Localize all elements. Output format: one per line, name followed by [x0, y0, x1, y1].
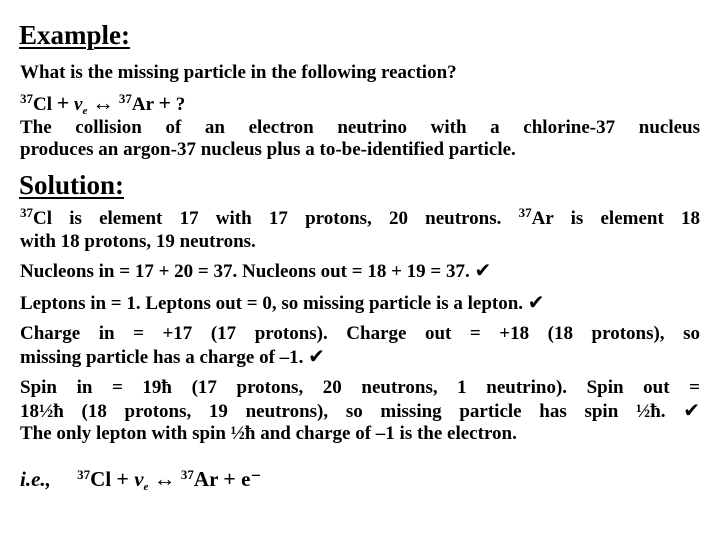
plus-sign-2: +: [223, 466, 236, 491]
check-icon: ✔: [527, 290, 545, 314]
solution-line-5: Charge in = +17 (17 protons). Charge out = +18 (18 protons), so: [20, 323, 700, 344]
example-description-2: produces an argon-37 nucleus plus a to-be-identified particle.: [20, 139, 516, 160]
check-icon: ✔: [308, 344, 325, 368]
plus-sign-2: +: [158, 90, 171, 115]
solution-line-8: 18½ħ (18 protons, 19 neutrons), so missing particle has spin ½ħ. ✔: [20, 398, 700, 422]
cl-symbol: Cl: [33, 94, 52, 115]
neutrino-symbol: ν: [134, 467, 144, 491]
ar-symbol: Ar: [193, 467, 219, 491]
electron-symbol: e⁻: [241, 467, 262, 491]
solution-line-9: The only lepton with spin ½ħ and charge of –1 is the electron.: [20, 423, 517, 444]
example-description-1: The collision of an electron neutrino with a chlorine-37 nucleus: [20, 117, 700, 138]
example-question: What is the missing particle in the following reaction?: [20, 62, 457, 83]
solution-heading: Solution:: [19, 170, 125, 200]
solution-line-6: missing particle has a charge of –1. ✔: [20, 344, 325, 368]
check-icon: ✔: [683, 398, 700, 422]
ie-equation: [20, 466, 700, 493]
solution-line-7: Spin in = 19ħ (17 protons, 20 neutrons, 1 neutrino). Spin out =: [20, 377, 700, 398]
plus-sign: +: [56, 90, 70, 115]
solution-line-2: with 18 protons, 19 neutrons.: [20, 231, 256, 252]
reaction-equation: [20, 92, 700, 116]
cl-mass-number: 37: [20, 91, 33, 106]
neutrino-subscript: e: [143, 481, 149, 493]
neutrino-subscript: e: [82, 105, 88, 117]
solution-line-3: Nucleons in = 17 + 20 = 37. Nucleons out = 18 + 19 = 37. ✔: [20, 258, 492, 282]
example-heading: Example:: [19, 20, 130, 50]
cl-mass-number: 37: [77, 467, 91, 482]
cl-symbol: Cl: [90, 467, 112, 491]
ie-label: i.e.,: [20, 467, 51, 491]
reaction-arrow: ↔: [92, 90, 115, 115]
plus-sign: +: [116, 466, 129, 491]
ar-mass-number: 37: [180, 467, 194, 482]
solution-line-4: Leptons in = 1. Leptons out = 0, so missing particle is a lepton. ✔: [20, 290, 545, 314]
cl-mass-number: 37: [20, 205, 33, 220]
unknown-particle: ?: [175, 94, 186, 115]
ar-mass-number: 37: [518, 205, 532, 220]
neutrino-symbol: ν: [74, 94, 83, 115]
check-icon: ✔: [474, 258, 492, 282]
reaction-arrow: ↔: [153, 466, 176, 491]
ar-mass-number: 37: [118, 91, 132, 106]
ar-symbol: Ar: [131, 94, 154, 115]
solution-line-1: $^{37}$Cl is element 17 with 17 protons, 20 neutrons. $^{37}$Ar is element 18: [20, 205, 700, 229]
